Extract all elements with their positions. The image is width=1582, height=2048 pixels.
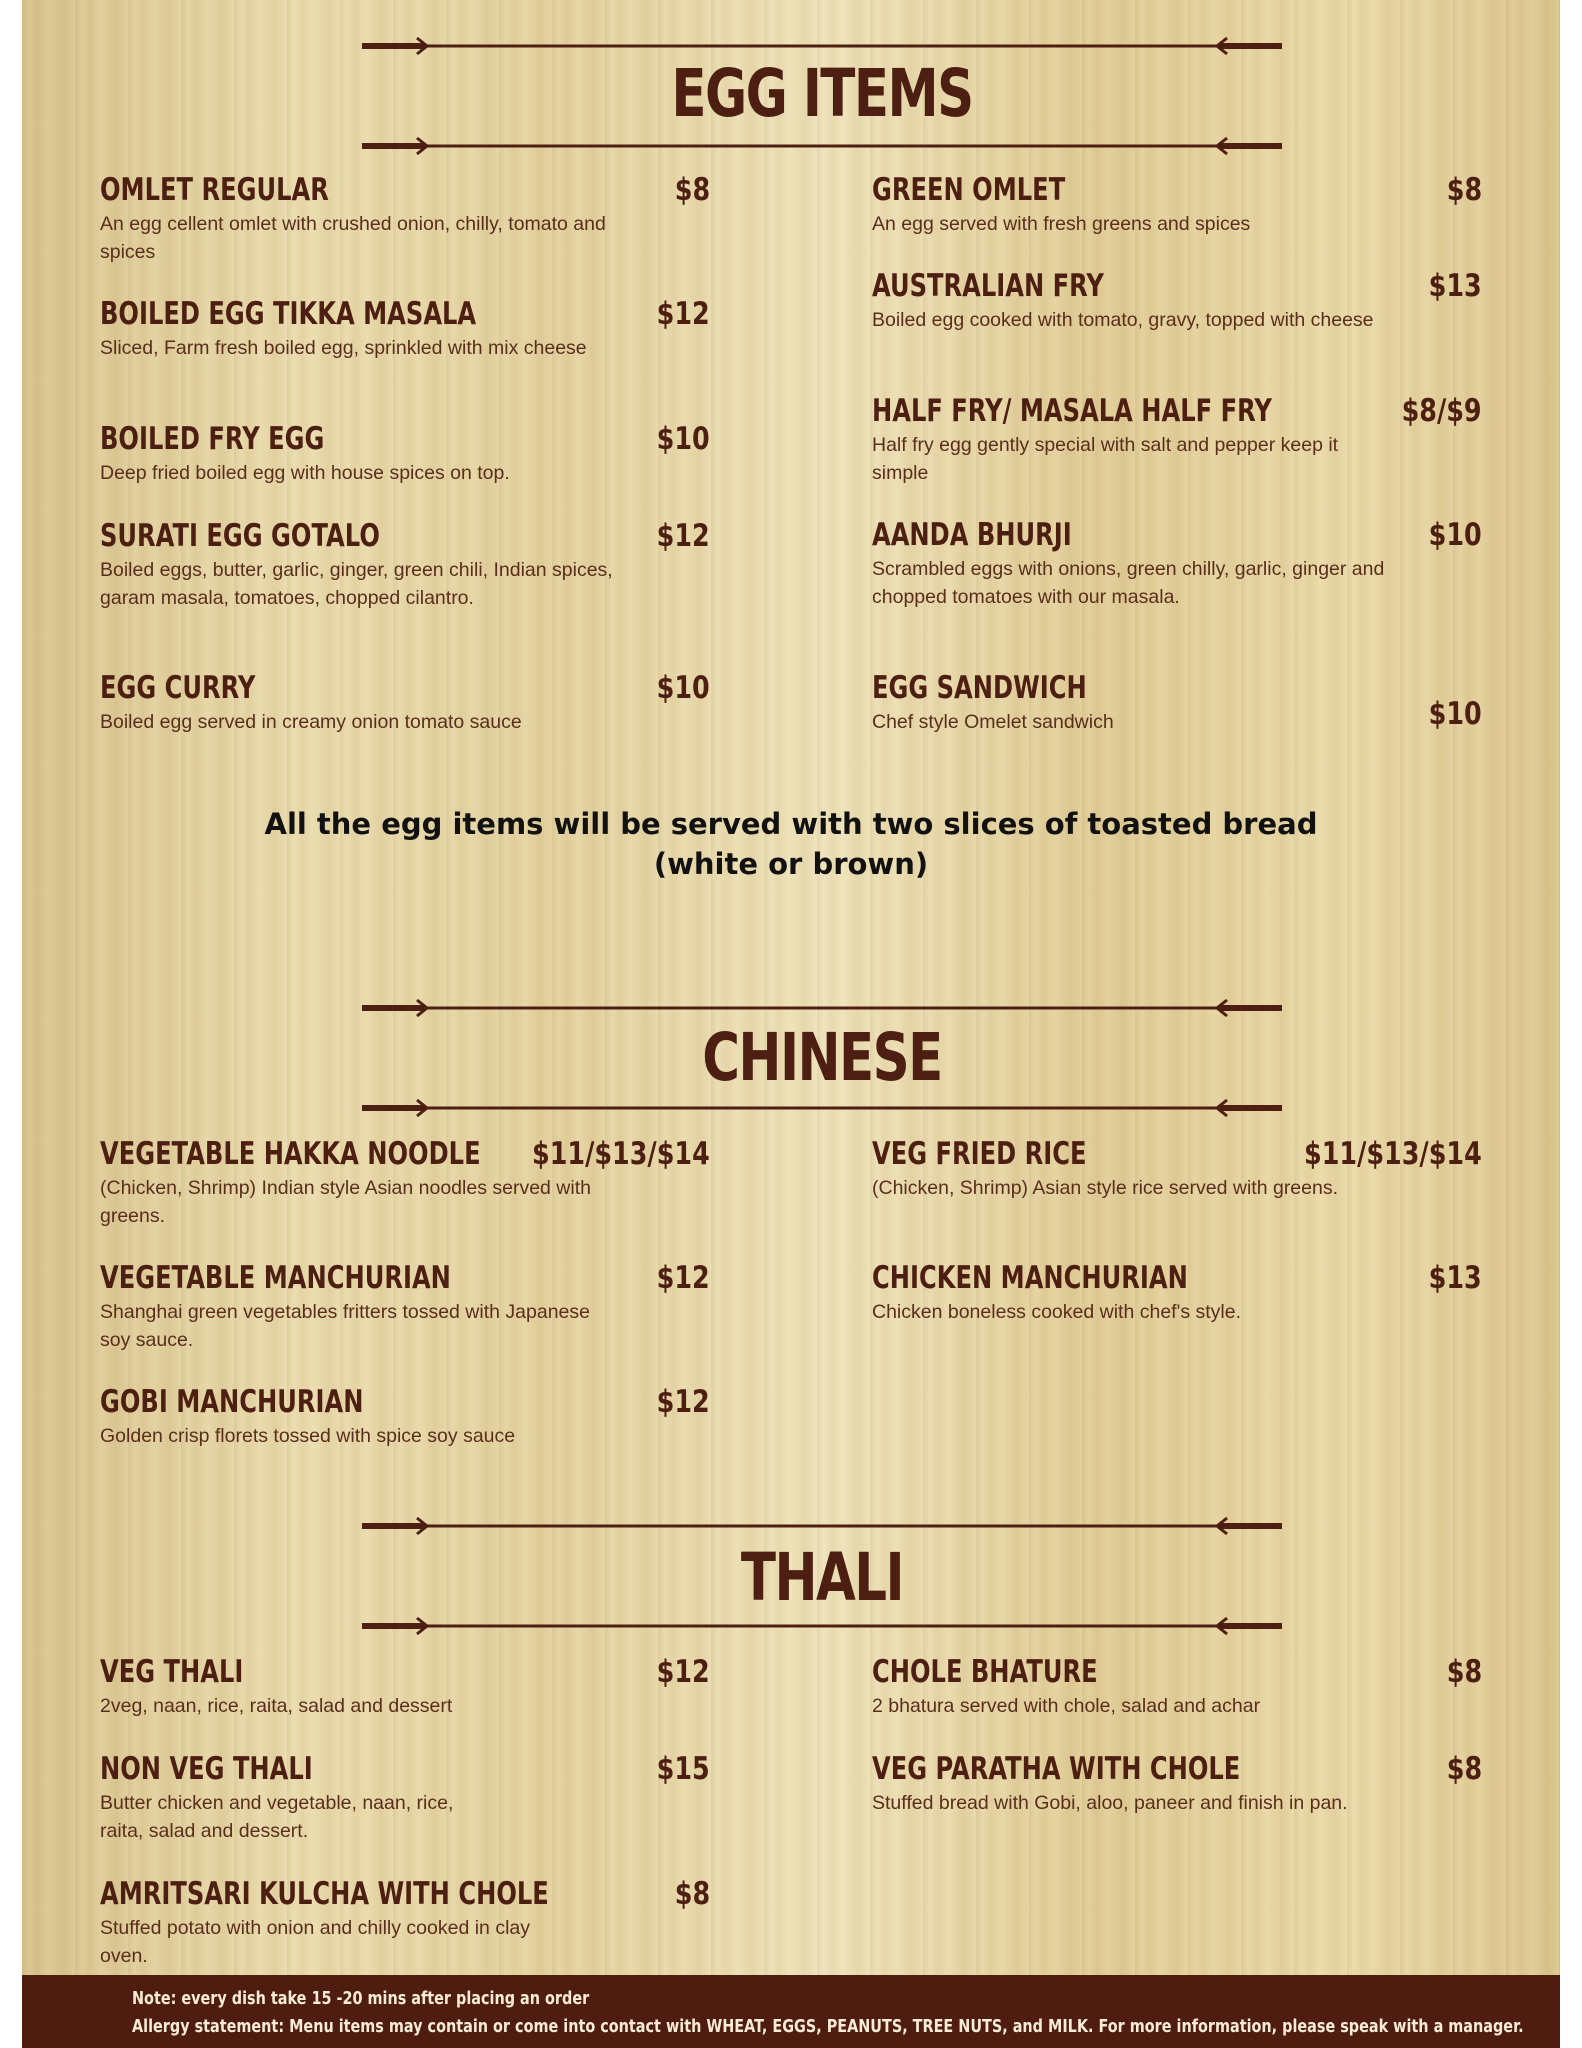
item-name: GREEN OMLET <box>872 172 1066 208</box>
item-price: $8 <box>1446 172 1482 208</box>
chinese-banner <box>362 996 1282 1121</box>
item-description: Stuffed bread with Gobi, aloo, paneer and finish in pan. <box>872 1792 1348 1814</box>
item-description: Scrambled eggs with onions, green chilly, garlic, ginger and chopped tomatoes with our masala. <box>872 558 1385 608</box>
item-name: SURATI EGG GOTALO <box>100 518 380 554</box>
banner-rule-bottom <box>362 1614 1282 1638</box>
item-price: $8 <box>1446 1654 1482 1690</box>
item-price: $8 <box>674 172 710 208</box>
item-description: An egg served with fresh greens and spices <box>872 213 1251 235</box>
item-name: BOILED EGG TIKKA MASALA <box>100 296 477 332</box>
item-price: $13 <box>1428 1260 1482 1296</box>
item-price: $8 <box>1446 1751 1482 1787</box>
item-price: $11/$13/$14 <box>1304 1136 1482 1172</box>
item-description: Shanghai green vegetables fritters tossed with Japanese soy sauce. <box>100 1301 590 1351</box>
egg-items-banner <box>362 30 1282 155</box>
item-price: $12 <box>656 296 710 332</box>
item-price: $10 <box>1428 517 1482 553</box>
egg-bread-note-line2: (white or brown) <box>653 847 929 881</box>
item-description: An egg cellent omlet with crushed onion, chilly, tomato and spices <box>100 213 606 263</box>
item-description: Butter chicken and vegetable, naan, rice, raita, salad and dessert. <box>100 1792 454 1842</box>
item-price: $10 <box>1428 696 1482 732</box>
footer-wait-note: Note: every dish take 15 -20 mins after placing an order <box>132 1988 590 2009</box>
menu-page <box>22 0 1560 2048</box>
item-name: VEGETABLE MANCHURIAN <box>100 1260 451 1296</box>
item-description: Half fry egg gently special with salt and pepper keep it simple <box>872 434 1339 484</box>
item-description: Boiled eggs, butter, garlic, ginger, green chili, Indian spices, garam masala, tomatoes, chopped cilantro. <box>100 559 613 609</box>
item-name: EGG SANDWICH <box>872 670 1087 706</box>
item-price: $12 <box>656 1654 710 1690</box>
footer-bar <box>22 1975 1560 2048</box>
item-name: CHICKEN MANCHURIAN <box>872 1260 1188 1296</box>
item-name: VEG FRIED RICE <box>872 1136 1087 1172</box>
item-description: Chicken boneless cooked with chef's style. <box>872 1301 1241 1323</box>
item-description: Boiled egg served in creamy onion tomato sauce <box>100 711 522 733</box>
item-description: Golden crisp florets tossed with spice soy sauce <box>100 1425 516 1447</box>
item-price: $15 <box>656 1751 710 1787</box>
item-name: AUSTRALIAN FRY <box>872 268 1104 304</box>
item-price: $12 <box>656 518 710 554</box>
item-description: Sliced, Farm fresh boiled egg, sprinkled with mix cheese <box>100 337 587 359</box>
item-name: GOBI MANCHURIAN <box>100 1384 364 1420</box>
item-name: NON VEG THALI <box>100 1751 313 1787</box>
item-name: BOILED FRY EGG <box>100 421 325 457</box>
item-name: EGG CURRY <box>100 670 256 706</box>
chinese-title: CHINESE <box>702 1019 942 1096</box>
item-name: AMRITSARI KULCHA WITH CHOLE <box>100 1876 549 1912</box>
item-description: Boiled egg cooked with tomato, gravy, topped with cheese <box>872 309 1374 331</box>
item-name: OMLET REGULAR <box>100 172 329 208</box>
item-price: $13 <box>1428 268 1482 304</box>
item-description: Stuffed potato with onion and chilly cooked in clay oven. <box>100 1917 530 1967</box>
item-description: 2veg, naan, rice, raita, salad and dessert <box>100 1695 453 1717</box>
egg-bread-note-line1: All the egg items will be served with two slices of toasted bread <box>264 807 1318 841</box>
banner-rule-bottom <box>362 134 1282 158</box>
item-price: $8 <box>674 1876 710 1912</box>
item-name: HALF FRY/ MASALA HALF FRY <box>872 393 1272 429</box>
item-description: (Chicken, Shrimp) Indian style Asian noodles served with greens. <box>100 1177 591 1227</box>
item-description: (Chicken, Shrimp) Asian style rice served with greens. <box>872 1177 1339 1199</box>
item-price: $11/$13/$14 <box>532 1136 710 1172</box>
item-name: CHOLE BHATURE <box>872 1654 1098 1690</box>
thali-title: THALI <box>740 1539 904 1616</box>
item-description: Deep fried boiled egg with house spices on top. <box>100 462 510 484</box>
item-price: $8/$9 <box>1401 393 1482 429</box>
banner-rule-top <box>362 1514 1282 1538</box>
thali-banner <box>362 1514 1282 1639</box>
item-price: $12 <box>656 1260 710 1296</box>
footer-allergy-statement: Allergy statement: Menu items may contain or come into contact with WHEAT, EGGS, PEANUTS, TREE NUTS, and MILK. For more information, please speak with a manager. <box>132 2016 1524 2037</box>
banner-rule-bottom <box>362 1096 1282 1120</box>
item-description: 2 bhatura served with chole, salad and achar <box>872 1695 1261 1717</box>
item-description: Chef style Omelet sandwich <box>872 711 1114 733</box>
item-name: VEG PARATHA WITH CHOLE <box>872 1751 1241 1787</box>
item-name: VEG THALI <box>100 1654 244 1690</box>
item-name: VEGETABLE HAKKA NOODLE <box>100 1136 481 1172</box>
egg-items-title: EGG ITEMS <box>671 55 973 132</box>
item-price: $10 <box>656 670 710 706</box>
item-price: $12 <box>656 1384 710 1420</box>
banner-rule-top <box>362 996 1282 1020</box>
item-name: AANDA BHURJI <box>872 517 1072 553</box>
item-price: $10 <box>656 421 710 457</box>
